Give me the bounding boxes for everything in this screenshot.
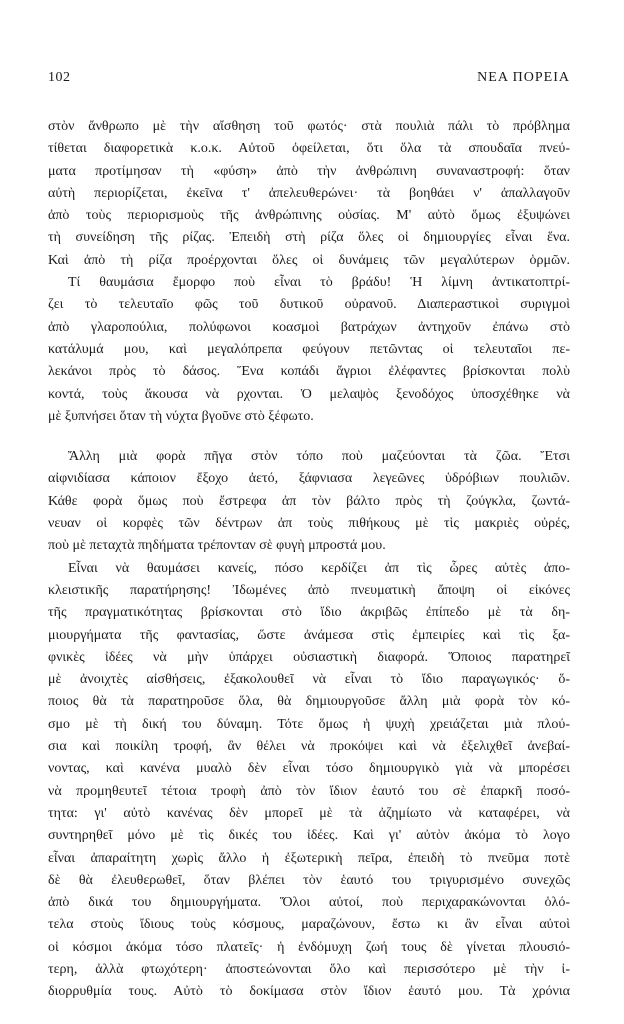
text-line: συντηρηθεῖ μόνο μὲ τὶς δικές του ἰδέες. Καὶ γι' αὐτὸν ἀκόμα τὸ λογο: [48, 828, 570, 844]
text-line: διορρυθμία τους. Αὐτὸ τὸ δοκίμασα στὸν ἴδιον ἑαυτό μου. Τὰ χρόνια: [48, 984, 570, 1000]
text-line: Καὶ ἀπὸ τὴ ρίζα προέρχονται ὅλες οἱ δυνάμεις τῶν μεγαλύτερων ὁρμῶν.: [48, 252, 570, 268]
paragraph: [48, 446, 570, 557]
paragraph: [48, 558, 570, 1004]
text-line: λεκάνοι πρὸς τὸ δάσος. Ἕνα κοπάδι ἄγριοι ἐλέφαντες βρίσκονται πολὺ: [48, 364, 570, 380]
page-number: 102: [48, 70, 71, 85]
text-line: κοντά, τοὺς ἄκουσα νὰ ρχονται. Ὁ μελαψὸς ξενοδόχος ὑποσχέθηκε νὰ: [48, 386, 570, 402]
text-line: νοντας, καὶ κανένα μυαλὸ δὲν εἶναι τόσο δημιουργικὸ γιὰ νὰ μπορέσει: [48, 761, 570, 777]
text-line: ἀπὸ τοὺς περιορισμοὺς τῆς ἀνθρώπινης οὐσίας. Μ' αὐτὸ ὅμως ἐξυψώνει: [48, 208, 570, 224]
text-line: τῆς πραγματικότητας βρίσκονται στὸ ἴδιο ἀκριβῶς ἐπίπεδο μὲ τὰ δη-: [48, 605, 570, 621]
text-line: μιουργήματα τῆς φαντασίας, ὥστε ἀνάμεσα στὶς ἐμπειρίες καὶ τὶς ξα-: [48, 627, 570, 643]
text-line: νὰ προμηθευτεῖ τέτοια τροφὴ ἀπὸ τὸν ἴδιον ἑαυτό του σὲ ἐπαρκῆ ποσό-: [48, 783, 570, 799]
text-line: σια καὶ ποικίλη τροφή, ἂν θέλει νὰ προκόψει καὶ νὰ ἐξελιχθεῖ ἀνεβαί-: [48, 739, 570, 755]
text-line: ἀπὸ γλαροπούλια, πολύφωνοι κοασμοὶ βατράχων ἀντηχοῦν ἐπάνω στὸ: [48, 319, 570, 335]
text-line: οἱ κόσμοι ἀκόμα τόσο πλατεῖς· ἡ ἐνδόμυχη ζωή τους δὲ γίνεται πλουσιό-: [48, 939, 570, 955]
text-line: τερη, ἀλλὰ φτωχότερη· ἀποστεώνονται ὅλο καὶ περισσότερο μὲ τὴν ἰ-: [48, 961, 570, 977]
text-line: κλειστικῆς παρατήρησης! Ἰδωμένες ἀπὸ πνευματικὴ ἄποψη οἱ εἰκόνες: [48, 582, 570, 598]
journal-title: ΝΕΑ ΠΟΡΕΙΑ: [477, 70, 570, 85]
text-line: φνικὲς ἰδέες νὰ μὴν ὑπάρχει οὐσιαστικὴ διαφορά. Ὅποιος παρατηρεῖ: [48, 649, 570, 665]
text-line: Τί θαυμάσια ἔμορφο ποὺ εἶναι τὸ βράδυ! Ἡ λίμνη ἀντικατοπτρί-: [68, 275, 570, 291]
book-page: [48, 70, 570, 1004]
text-line: Εἶναι νὰ θαυμάσει κανείς, πόσο κερδίζει ἀπ τὶς ὧρες αὐτὲς ἀπο-: [68, 560, 570, 576]
text-line: αὐτὴ περιορίζεται, ἐκεῖνα τ' ἀπελευθερώνει· τὰ βοηθάει ν' ἀπαλλαγοῦν: [48, 185, 570, 201]
text-line: εἶναι ἀπαραίτητη χωρὶς ἄλλο ἡ ἐξωτερικὴ πεῖρα, ἐπειδὴ τὸ πνεῦμα ποτὲ: [48, 850, 570, 866]
text-line: κατάλυμά μου, καὶ μεγαλόπρεπα φεύγουν πετῶντας οἱ τελευταῖοι πε-: [48, 341, 570, 357]
body-text: [48, 116, 570, 1004]
text-line: αἰφνιδίασα κάποιον ἔξοχο ἀετό, ξάφνιασα λεγεῶνες ὑδρόβιων πουλιῶν.: [48, 471, 570, 487]
text-line: μὲ ξυπνήσει ὅταν τὴ νύχτα βγοῦνε στὸ ξέφωτο.: [48, 408, 314, 424]
text-line: τελα στοὺς ἴδιους τοὺς κόσμους, μαραζώνουν, ἔστω κι ἂν εἶναι αὐτοὶ: [48, 917, 570, 933]
text-line: τὴ συνείδηση τῆς ρίζας. Ἐπειδὴ στὴ ρίζα ὅλες οἱ δημιουργίες εἶναι ἕνα.: [48, 230, 570, 246]
text-line: τίθεται διαφορετικὰ κ.ο.κ. Αὐτοῦ ὀφείλεται, ὅτι ὅλα τὰ σπουδαῖα πνεύ-: [48, 141, 570, 157]
text-line: νευαν οἱ κορφὲς τῶν δέντρων ἀπ τοὺς πιθήκους μὲ τὶς μακριὲς οὐρές,: [48, 516, 570, 532]
text-line: στὸν ἄνθρωπο μὲ τὴν αἴσθηση τοῦ φωτός· στὰ πουλιὰ πάλι τὸ πρόβλημα: [48, 119, 570, 134]
text-line: τητα: γι' αὐτὸ κανένας δὲν μπορεῖ μὲ τὰ ἀζημίωτο νὰ καταφέρει, νὰ: [48, 805, 570, 821]
section-gap: [48, 428, 570, 446]
text-line: σμο μὲ τὴ δική του δύναμη. Τότε ὅμως ἡ ψυχὴ χρειάζεται μιὰ πλού-: [48, 716, 570, 732]
text-line: Κάθε φορὰ ὅμως ποὺ ἔστρεφα ἀπ τὸν βάλτο πρὸς τὴ ζούγκλα, ζωντά-: [48, 493, 570, 509]
running-head: [48, 70, 570, 86]
text-line: ποὺ μὲ πεταχτὰ πηδήματα τρέπονταν σὲ φυγὴ μπροστά μου.: [48, 538, 386, 554]
text-line: ζει τὸ τελευταῖο φῶς τοῦ δυτικοῦ οὐρανοῦ. Διαπεραστικοὶ συριγμοὶ: [48, 297, 570, 313]
text-line: δὲ θὰ ἐλευθερωθεῖ, ὅταν βλέπει τὸν ἑαυτό του τριγυρισμένο συνεχῶς: [48, 872, 570, 888]
paragraph: [48, 116, 570, 272]
text-line: ματα προτίμησαν τὴ «φύση» ἀπὸ τὴν ἀνθρώπινη συναναστροφή: ὅταν: [48, 163, 570, 179]
text-line: ποιος θὰ τὰ παρατηροῦσε ὅλα, θὰ δημιουργοῦσε ἄλλη μιὰ φορὰ τὸν κό-: [48, 694, 570, 710]
text-line: Ἄλλη μιὰ φορὰ πῆγα στὸν τόπο ποὺ μαζεύονται τὰ ζῶα. Ἔτσι: [68, 449, 570, 465]
text-line: μὲ ἀνοιχτὲς αἰσθήσεις, ἐξακολουθεῖ νὰ εἶναι τὸ ἴδιο παραγωγικός· ὅ-: [48, 672, 570, 688]
paragraph: [48, 272, 570, 428]
text-line: ἀπὸ δικά του δημιουργήματα. Ὅλοι αὐτοί, ποὺ περιχαρακώνονται ὁλό-: [48, 895, 570, 911]
